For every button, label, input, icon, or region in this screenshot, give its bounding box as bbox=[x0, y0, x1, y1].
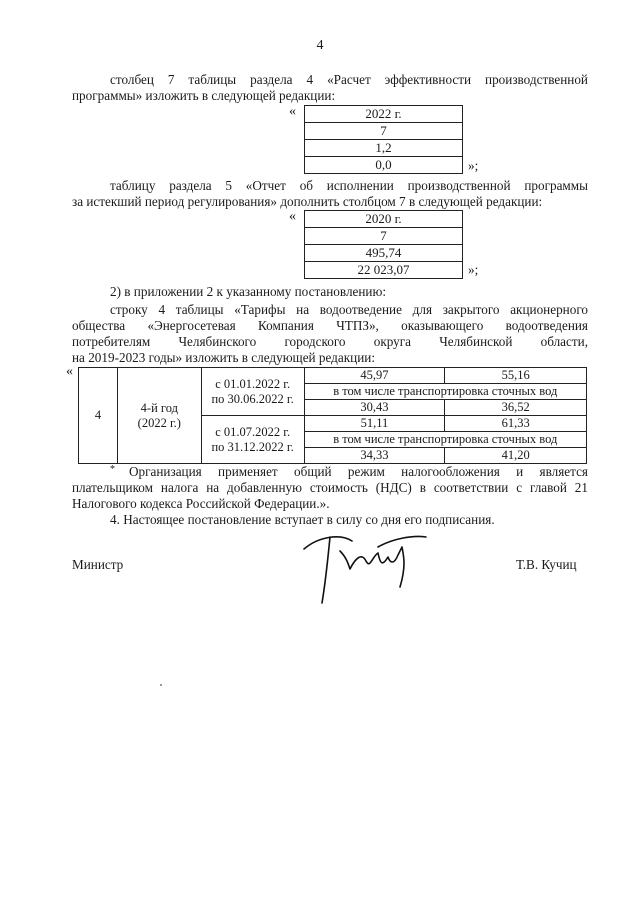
footnote-line2: плательщиком налога на добавленную стоимость (НДС) в соответствии с главой 21 bbox=[72, 480, 588, 495]
signatory-title: Министр bbox=[72, 557, 124, 572]
tariff-p1-value-b: 55,16 bbox=[445, 368, 587, 384]
footnote-line3: Налогового кодекса Российской Федерации.». bbox=[72, 496, 330, 511]
table2-cell: 2020 г. bbox=[305, 211, 463, 228]
tariff-period2-line2: по 31.12.2022 г. bbox=[211, 439, 294, 454]
tariff-p1-transport-label: в том числе транспортировка сточных вод bbox=[304, 384, 586, 400]
table1-cell: 2022 г. bbox=[305, 106, 463, 123]
table2-cell: 495,74 bbox=[305, 245, 463, 262]
table1-close: »; bbox=[468, 158, 479, 173]
tariff-p1-transport-a: 30,43 bbox=[304, 400, 445, 416]
signatory-name: Т.В. Кучиц bbox=[516, 557, 577, 572]
para-row4-line3: потребителям Челябинского городского округа Челябинской области, bbox=[72, 334, 588, 349]
handwritten-signature bbox=[300, 527, 430, 607]
tariff-open-quote: « bbox=[66, 364, 73, 379]
tariff-period1-line2: по 30.06.2022 г. bbox=[211, 391, 294, 406]
tariff-p2-transport-label: в том числе транспортировка сточных вод bbox=[304, 432, 586, 448]
tariff-table bbox=[78, 367, 587, 464]
tariff-p2-transport-a: 34,33 bbox=[304, 448, 445, 464]
tariff-period2-line1: с 01.07.2022 г. bbox=[215, 424, 291, 439]
table2 bbox=[304, 210, 463, 279]
table1-cell: 0,0 bbox=[305, 157, 463, 174]
tariff-p2-transport-b: 41,20 bbox=[445, 448, 587, 464]
para-row4-line4: на 2019-2023 годы» изложить в следующей редакции: bbox=[72, 350, 375, 365]
tariff-row-number: 4 bbox=[79, 368, 118, 464]
tariff-period1-line1: с 01.01.2022 г. bbox=[215, 376, 291, 391]
table2-cell: 7 bbox=[305, 228, 463, 245]
para-column7-line1: столбец 7 таблицы раздела 4 «Расчет эффективности производственной bbox=[110, 72, 588, 87]
para-row4-line2: общества «Энергосетевая Компания ЧТПЗ», оказывающего водоотведения bbox=[72, 318, 588, 333]
table1 bbox=[304, 105, 463, 174]
table2-close: »; bbox=[468, 262, 479, 277]
tariff-year-line2: (2022 г.) bbox=[137, 415, 181, 430]
page-number: 4 bbox=[316, 38, 324, 53]
tariff-p1-transport-b: 36,52 bbox=[445, 400, 587, 416]
table2-cell: 22 023,07 bbox=[305, 262, 463, 279]
para-table5-line1: таблицу раздела 5 «Отчет об исполнении производственной программы bbox=[110, 178, 588, 193]
para-row4-line1: строку 4 таблицы «Тарифы на водоотведение для закрытого акционерного bbox=[110, 302, 588, 317]
tariff-year-cell bbox=[117, 368, 201, 464]
tariff-period2-cell bbox=[201, 416, 304, 464]
footnote-line1: Организация применяет общий режим налогообложения и является bbox=[129, 464, 588, 479]
tariff-p2-value-b: 61,33 bbox=[445, 416, 587, 432]
tariff-period1-cell bbox=[201, 368, 304, 416]
table1-open-quote: « bbox=[289, 104, 296, 119]
para-table5-line2: за истекший период регулирования» дополнить столбцом 7 в следующей редакции: bbox=[72, 194, 543, 209]
tariff-p2-value-a: 51,11 bbox=[304, 416, 445, 432]
scan-speck bbox=[160, 684, 162, 686]
para-effective-date: 4. Настоящее постановление вступает в силу со дня его подписания. bbox=[110, 512, 495, 527]
tariff-p1-value-a: 45,97 bbox=[304, 368, 445, 384]
table1-cell: 1,2 bbox=[305, 140, 463, 157]
table2-open-quote: « bbox=[289, 209, 296, 224]
footnote-mark: * bbox=[110, 464, 115, 475]
table1-cell: 7 bbox=[305, 123, 463, 140]
tariff-year-line1: 4-й год bbox=[140, 400, 178, 415]
para-appendix2: 2) в приложении 2 к указанному постановлению: bbox=[110, 284, 387, 299]
para-column7-line2: программы» изложить в следующей редакции: bbox=[72, 88, 336, 103]
